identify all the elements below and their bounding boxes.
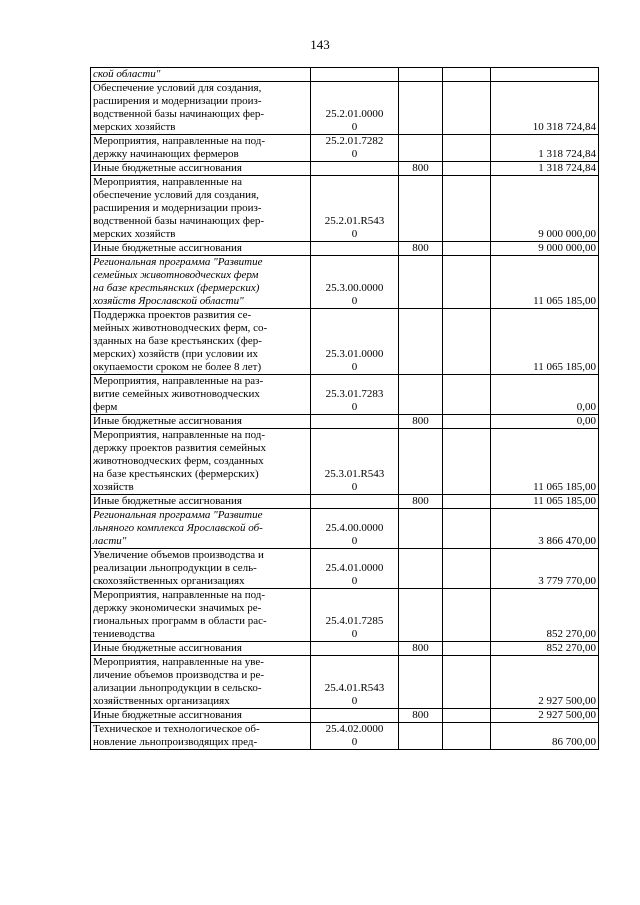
row-name-line: на базе крестьянских (фермерских) [93, 282, 260, 294]
row-expense-type: 800 [399, 162, 443, 176]
row-expense-type [399, 176, 443, 242]
row-name-line: держку проектов развития семейных [93, 442, 266, 454]
row-empty-cell [443, 309, 491, 375]
row-empty-cell [443, 709, 491, 723]
row-code-line: 25.4.01.0000 [325, 562, 384, 574]
row-name-line: Иные бюджетные ассигнования [93, 495, 242, 507]
row-code-line: 25.2.01.R543 [324, 215, 385, 227]
row-name-line: ализации льнопродукции в сельско- [93, 682, 262, 694]
row-name [91, 656, 311, 709]
row-amount: 1 318 724,84 [491, 135, 599, 162]
row-expense-type [399, 549, 443, 589]
row-name-line: Техническое и технологическое об- [93, 723, 260, 735]
row-empty-cell [443, 135, 491, 162]
row-code [311, 68, 399, 82]
row-empty-cell [443, 549, 491, 589]
row-amount: 852 270,00 [491, 642, 599, 656]
row-code [311, 495, 399, 509]
row-code [311, 256, 399, 309]
row-amount: 9 000 000,00 [491, 242, 599, 256]
table-row [91, 68, 599, 82]
table-row [91, 656, 599, 709]
row-expense-type [399, 82, 443, 135]
row-amount: 11 065 185,00 [491, 309, 599, 375]
row-code [311, 375, 399, 415]
table-row [91, 162, 599, 176]
row-expense-type [399, 309, 443, 375]
row-code-line: 0 [351, 628, 358, 640]
row-code [311, 549, 399, 589]
row-code [311, 509, 399, 549]
row-code-line: 0 [351, 575, 358, 587]
row-name-line: ласти" [93, 535, 127, 547]
table-row [91, 176, 599, 242]
row-name-line: Иные бюджетные ассигнования [93, 242, 242, 254]
row-amount: 3 779 770,00 [491, 549, 599, 589]
table-row [91, 242, 599, 256]
table-row [91, 256, 599, 309]
row-name-line: тениеводства [93, 628, 155, 640]
row-amount [491, 68, 599, 82]
row-name-line: Обеспечение условий для создания, [93, 82, 262, 94]
row-name [91, 82, 311, 135]
row-amount: 11 065 185,00 [491, 256, 599, 309]
row-amount: 2 927 500,00 [491, 656, 599, 709]
row-expense-type: 800 [399, 242, 443, 256]
table-row [91, 309, 599, 375]
row-code-line: 25.4.00.0000 [325, 522, 384, 534]
page-number: 143 [310, 37, 330, 52]
row-name-line: Мероприятия, направленные на уве- [93, 656, 264, 668]
budget-table-body [91, 68, 599, 750]
row-name [91, 549, 311, 589]
row-name [91, 242, 311, 256]
row-name-line: реализации льнопродукции в сель- [93, 562, 257, 574]
row-code-line: 0 [351, 736, 358, 748]
row-name [91, 375, 311, 415]
row-name-line: мейных животноводческих ферм, со- [93, 322, 268, 334]
row-amount: 2 927 500,00 [491, 709, 599, 723]
row-code [311, 309, 399, 375]
row-code [311, 642, 399, 656]
row-name-line: хозяйственных организациях [93, 695, 230, 707]
table-row [91, 429, 599, 495]
row-empty-cell [443, 176, 491, 242]
row-code [311, 415, 399, 429]
table-row [91, 82, 599, 135]
row-empty-cell [443, 509, 491, 549]
row-empty-cell [443, 242, 491, 256]
row-name [91, 709, 311, 723]
row-code-line: 0 [351, 695, 358, 707]
table-row [91, 723, 599, 750]
row-expense-type [399, 375, 443, 415]
row-name-line: Иные бюджетные ассигнования [93, 709, 242, 721]
row-amount: 3 866 470,00 [491, 509, 599, 549]
row-name [91, 642, 311, 656]
row-name [91, 135, 311, 162]
table-row [91, 509, 599, 549]
row-name-line: ской области" [93, 68, 161, 80]
row-code-line: 0 [351, 481, 358, 493]
row-name-line: мерских) хозяйств (при условии их [93, 348, 259, 360]
row-code [311, 162, 399, 176]
budget-table [90, 67, 599, 750]
row-name-line: хозяйств [93, 481, 134, 493]
row-expense-type [399, 723, 443, 750]
row-name [91, 723, 311, 750]
row-amount: 0,00 [491, 415, 599, 429]
row-code-line: 25.4.01.R543 [324, 682, 385, 694]
table-row [91, 415, 599, 429]
row-name-line: Увеличение объемов производства и [93, 549, 264, 561]
row-name [91, 495, 311, 509]
row-name-line: Мероприятия, направленные на под- [93, 429, 266, 441]
row-expense-type: 800 [399, 709, 443, 723]
row-expense-type [399, 656, 443, 709]
row-amount: 9 000 000,00 [491, 176, 599, 242]
row-expense-type [399, 509, 443, 549]
table-row [91, 589, 599, 642]
row-code-line: 25.2.01.7282 [325, 135, 384, 147]
row-empty-cell [443, 589, 491, 642]
row-name [91, 509, 311, 549]
row-amount: 852 270,00 [491, 589, 599, 642]
row-amount: 1 318 724,84 [491, 162, 599, 176]
row-empty-cell [443, 82, 491, 135]
row-code-line: 25.2.01.0000 [325, 108, 384, 120]
table-row [91, 709, 599, 723]
row-name-line: расширения и модернизации произ- [93, 95, 262, 107]
row-name [91, 429, 311, 495]
row-name-line: новление льнопроизводящих пред- [93, 736, 258, 748]
row-code [311, 723, 399, 750]
row-code-line: 25.3.01.R543 [324, 468, 385, 480]
row-code-line: 0 [351, 228, 358, 240]
row-name [91, 176, 311, 242]
row-name-line: Региональная программа "Развитие [93, 509, 263, 521]
row-name-line: расширения и модернизации произ- [93, 202, 262, 214]
row-code-line: 0 [351, 121, 358, 133]
table-row [91, 549, 599, 589]
row-name-line: Региональная программа "Развитие [93, 256, 263, 268]
row-name-line: Мероприятия, направленные на [93, 176, 242, 188]
row-name-line: держку экономически значимых ре- [93, 602, 262, 614]
row-name-line: витие семейных животноводческих [93, 388, 260, 400]
row-empty-cell [443, 656, 491, 709]
row-code [311, 135, 399, 162]
row-name-line: ферм [93, 401, 118, 413]
row-code-line: 0 [351, 535, 358, 547]
row-name-line: семейных животноводческих ферм [93, 269, 259, 281]
row-name-line: Иные бюджетные ассигнования [93, 162, 242, 174]
row-empty-cell [443, 495, 491, 509]
row-name-line: мерских хозяйств [93, 228, 176, 240]
row-amount: 0,00 [491, 375, 599, 415]
row-name-line: личение объемов производства и ре- [93, 669, 265, 681]
row-code [311, 176, 399, 242]
row-amount: 10 318 724,84 [491, 82, 599, 135]
row-name [91, 68, 311, 82]
row-code [311, 429, 399, 495]
row-empty-cell [443, 162, 491, 176]
row-code-line: 25.3.00.0000 [325, 282, 384, 294]
row-empty-cell [443, 642, 491, 656]
row-amount: 86 700,00 [491, 723, 599, 750]
row-code [311, 242, 399, 256]
row-code [311, 709, 399, 723]
row-name-line: мерских хозяйств [93, 121, 176, 133]
row-name-line: хозяйств Ярославской области" [93, 295, 244, 307]
row-name-line: Мероприятия, направленные на раз- [93, 375, 264, 387]
row-expense-type [399, 135, 443, 162]
row-name [91, 256, 311, 309]
row-name-line: гиональных программ в области рас- [93, 615, 267, 627]
row-amount: 11 065 185,00 [491, 495, 599, 509]
table-row [91, 135, 599, 162]
row-expense-type [399, 589, 443, 642]
row-name-line: водственной базы начинающих фер- [93, 108, 264, 120]
row-name-line: скохозяйственных организациях [93, 575, 245, 587]
row-name [91, 589, 311, 642]
row-code-line: 25.4.01.7285 [325, 615, 384, 627]
row-empty-cell [443, 415, 491, 429]
row-name [91, 415, 311, 429]
table-row [91, 375, 599, 415]
table-row [91, 642, 599, 656]
table-row [91, 495, 599, 509]
row-code [311, 656, 399, 709]
row-name-line: Иные бюджетные ассигнования [93, 642, 242, 654]
row-name-line: зданных на базе крестьянских (фер- [93, 335, 262, 347]
row-expense-type: 800 [399, 415, 443, 429]
row-name-line: водственной базы начинающих фер- [93, 215, 264, 227]
row-name-line: Мероприятия, направленные на под- [93, 135, 266, 147]
row-name [91, 309, 311, 375]
row-code [311, 589, 399, 642]
row-code-line: 0 [351, 295, 358, 307]
row-code [311, 82, 399, 135]
row-amount: 11 065 185,00 [491, 429, 599, 495]
row-name-line: Мероприятия, направленные на под- [93, 589, 266, 601]
row-expense-type [399, 429, 443, 495]
row-expense-type [399, 256, 443, 309]
row-empty-cell [443, 723, 491, 750]
row-name [91, 162, 311, 176]
row-expense-type: 800 [399, 495, 443, 509]
row-code-line: 25.3.01.7283 [325, 388, 384, 400]
row-expense-type [399, 68, 443, 82]
row-name-line: Иные бюджетные ассигнования [93, 415, 242, 427]
row-name-line: окупаемости сроком не более 8 лет) [93, 361, 262, 373]
row-name-line: обеспечение условий для создания, [93, 189, 259, 201]
row-name-line: Поддержка проектов развития се- [93, 309, 252, 321]
row-code-line: 0 [351, 361, 358, 373]
row-name-line: животноводческих ферм, созданных [93, 455, 264, 467]
row-expense-type: 800 [399, 642, 443, 656]
row-code-line: 25.3.01.0000 [325, 348, 384, 360]
row-name-line: на базе крестьянских (фермерских) [93, 468, 259, 480]
row-empty-cell [443, 429, 491, 495]
row-empty-cell [443, 256, 491, 309]
row-name-line: льняного комплекса Ярославской об- [93, 522, 263, 534]
row-code-line: 0 [351, 401, 358, 413]
row-name-line: держку начинающих фермеров [93, 148, 239, 160]
row-empty-cell [443, 375, 491, 415]
row-code-line: 0 [351, 148, 358, 160]
row-empty-cell [443, 68, 491, 82]
row-code-line: 25.4.02.0000 [325, 723, 384, 735]
